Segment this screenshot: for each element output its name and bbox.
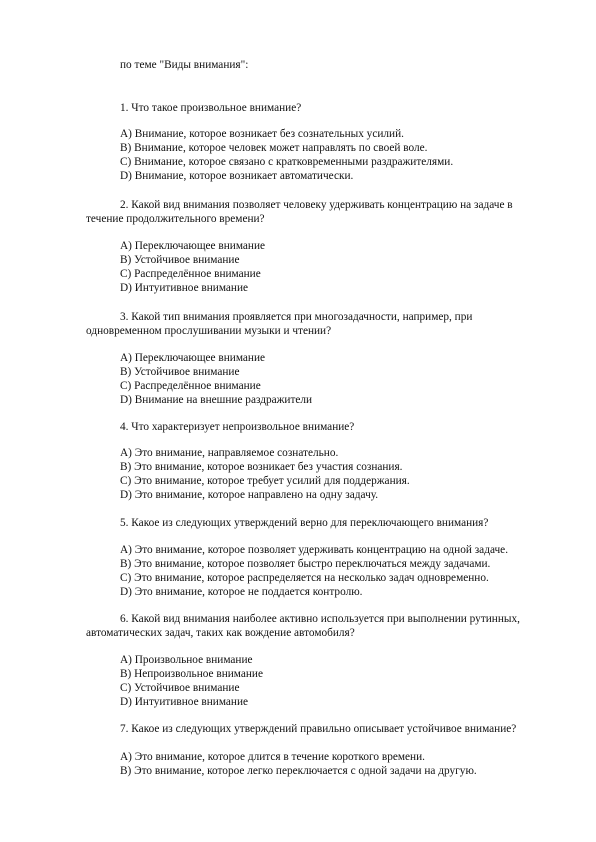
question-2-option-b: B) Устойчивое внимание (120, 254, 240, 266)
question-2-option-c: C) Распределённое внимание (120, 268, 261, 280)
question-6-option-c: C) Устойчивое внимание (120, 682, 240, 694)
question-5-option-c: C) Это внимание, которое распределяется на несколько задач одновременно. (120, 572, 489, 584)
question-4-option-c: C) Это внимание, которое требует усилий для поддержания. (120, 475, 410, 487)
question-7-text: 7. Какое из следующих утверждений правильно описывает устойчивое внимание? (120, 723, 517, 735)
question-6-option-a: A) Произвольное внимание (120, 654, 253, 666)
question-2-option-a: A) Переключающее внимание (120, 240, 266, 252)
question-6-text-line-1: 6. Какой вид внимания наиболее активно используется при выполнении рутинных, (120, 613, 520, 625)
question-1-option-c: C) Внимание, которое связано с кратковременными раздражителями. (120, 156, 454, 168)
question-5-text: 5. Какое из следующих утверждений верно для переключающего внимания? (120, 517, 489, 529)
question-2-option-d: D) Интуитивное внимание (120, 282, 249, 294)
question-6-option-b: B) Непроизвольное внимание (120, 668, 263, 680)
intro-text: по теме "Виды внимания": (120, 59, 249, 71)
question-6-option-d: D) Интуитивное внимание (120, 696, 249, 708)
question-5-option-b: B) Это внимание, которое позволяет быстро переключаться между задачами. (120, 558, 491, 570)
question-4-text: 4. Что характеризует непроизвольное внимание? (120, 421, 355, 433)
question-1-option-b: B) Внимание, которое человек может направлять по своей воле. (120, 142, 428, 154)
question-2-text-line-1: 2. Какой вид внимания позволяет человеку удерживать концентрацию на задаче в (120, 199, 513, 211)
question-3-option-d: D) Внимание на внешние раздражители (120, 394, 313, 406)
question-3-option-c: C) Распределённое внимание (120, 380, 261, 392)
question-6-text-line-2: автоматических задач, таких как вождение автомобиля? (86, 627, 355, 639)
question-4-option-d: D) Это внимание, которое направлено на одну задачу. (120, 489, 379, 501)
question-3-option-b: B) Устойчивое внимание (120, 366, 240, 378)
question-3-text-line-2: одновременном прослушивании музыки и чтении? (86, 325, 332, 337)
question-7-option-b: B) Это внимание, которое легко переключается с одной задачи на другую. (120, 765, 477, 777)
question-7-option-a: A) Это внимание, которое длится в течение короткого времени. (120, 751, 425, 763)
question-2-text-line-2: течение продолжительного времени? (86, 213, 265, 225)
question-5-option-d: D) Это внимание, которое не поддается контролю. (120, 586, 363, 598)
question-5-option-a: A) Это внимание, которое позволяет удерживать концентрацию на одной задаче. (120, 544, 509, 556)
question-3-option-a: A) Переключающее внимание (120, 352, 266, 364)
question-4-option-a: A) Это внимание, направляемое сознательно. (120, 447, 339, 459)
question-3-text-line-1: 3. Какой тип внимания проявляется при многозадачности, например, при (120, 311, 473, 323)
question-1-text: 1. Что такое произвольное внимание? (120, 102, 302, 114)
question-1-option-d: D) Внимание, которое возникает автоматически. (120, 170, 354, 182)
question-4-option-b: B) Это внимание, которое возникает без участия сознания. (120, 461, 403, 473)
question-1-option-a: A) Внимание, которое возникает без сознательных усилий. (120, 128, 404, 140)
